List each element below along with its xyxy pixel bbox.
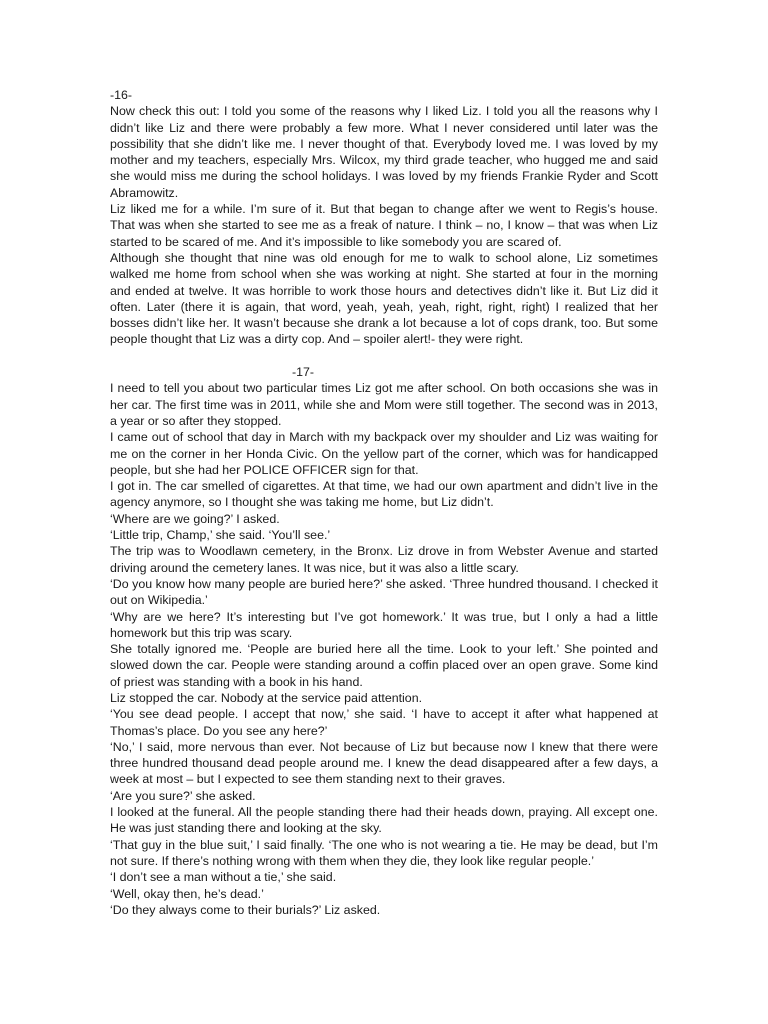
paragraph: I looked at the funeral. All the people standing there had their heads down, praying. All except one. He was just standing there and looking at the sky. bbox=[110, 805, 658, 836]
section-spacer bbox=[110, 348, 658, 364]
paragraph: ‘Why are we here? It’s interesting but I’ve got homework.’ It was true, but I only a had a little homework but this trip was scary. bbox=[110, 609, 658, 640]
paragraph: The trip was to Woodlawn cemetery, in the Bronx. Liz drove in from Webster Avenue and started driving around the cemetery lanes. It was nice, but it was also a little scary. bbox=[110, 544, 658, 575]
paragraph: Although she thought that nine was old enough for me to walk to school alone, Liz sometimes walked me home from school when she was working at night. She started at four in the morning and ended at twelve. It was horrible to work those hours and detectives didn’t like it. But Liz did it often. Later (there it is again, that word, yeah, yeah, yeah, right, right, right) I realized that her bosses didn’t like her. It wasn’t because she drank a lot because a lot of cops drank, too. But some people thought that Liz was a dirty cop. And – spoiler alert!- they were right. bbox=[110, 250, 658, 347]
paragraph: ‘That guy in the blue suit,’ I said finally. ‘The one who is not wearing a tie. He may be dead, but I’m not sure. If there’s nothing wrong with them when they die, they look like regular people.’ bbox=[110, 837, 658, 868]
paragraph: ‘You see dead people. I accept that now,’ she said. ‘I have to accept it after what happened at Thomas’s place. Do you see any here?’ bbox=[110, 707, 658, 738]
paragraph: ‘Do they always come to their burials?’ Liz asked. bbox=[110, 902, 381, 917]
paragraph: I came out of school that day in March with my backpack over my shoulder and Liz was waiting for me on the corner in her Honda Civic. On the yellow part of the corner, which was for handicapped people, but she had her POLICE OFFICER sign for that. bbox=[110, 430, 658, 477]
paragraph: I got in. The car smelled of cigarettes. At that time, we had our own apartment and didn’t live in the agency anymore, so I thought she was taking me home, but Liz didn’t. bbox=[110, 479, 658, 510]
paragraph: ‘Well, okay then, he’s dead.’ bbox=[110, 886, 264, 901]
document-page bbox=[110, 87, 658, 918]
section-number-17: -17- bbox=[292, 365, 315, 380]
paragraph: Liz liked me for a while. I’m sure of it. But that began to change after we went to Regis’s house. That was when she started to see me as a freak of nature. I think – no, I know – that was when Liz started to be scared of me. And it’s impossible to like somebody you are scared of. bbox=[110, 202, 658, 249]
paragraph: I need to tell you about two particular times Liz got me after school. On both occasions she was in her car. The first time was in 2011, while she and Mom were still together. The second was in 2013, a year or so after they stopped. bbox=[110, 381, 658, 428]
paragraph: Liz stopped the car. Nobody at the service paid attention. bbox=[110, 690, 423, 705]
paragraph: ‘Do you know how many people are buried here?’ she asked. ‘Three hundred thousand. I checked it out on Wikipedia.’ bbox=[110, 576, 658, 608]
paragraph: ‘No,’ I said, more nervous than ever. Not because of Liz but because now I knew that there were three hundred thousand dead people around me. I knew the dead disappeared after a few days, a week at most – but I expected to see them standing next to their graves. bbox=[110, 739, 658, 787]
paragraph: ‘I don’t see a man without a tie,’ she said. bbox=[110, 870, 337, 885]
section-number-16: -16- bbox=[110, 88, 133, 102]
paragraph: ‘Little trip, Champ,’ she said. ‘You’ll see.’ bbox=[110, 528, 331, 543]
paragraph: She totally ignored me. ‘People are buried here all the time. Look to your left.’ She pointed and slowed down the car. People were standing around a coffin placed over an open grave. Some kind of priest was standing with a book in his hand. bbox=[110, 642, 658, 689]
paragraph: Now check this out: I told you some of the reasons why I liked Liz. I told you all the reasons why I didn’t like Liz and there were probably a few more. What I never considered until later was the possibility that she didn’t like me. I never thought of that. Everybody loved me. I was loved by my mother and my teachers, especially Mrs. Wilcox, my third grade teacher, who hugged me and said she would miss me during the school holidays. I was loved by my friends Frankie Ryder and Scott Abramowitz. bbox=[110, 104, 658, 200]
paragraph: ‘Are you sure?’ she asked. bbox=[110, 788, 256, 803]
paragraph: ‘Where are we going?’ I asked. bbox=[110, 511, 280, 526]
